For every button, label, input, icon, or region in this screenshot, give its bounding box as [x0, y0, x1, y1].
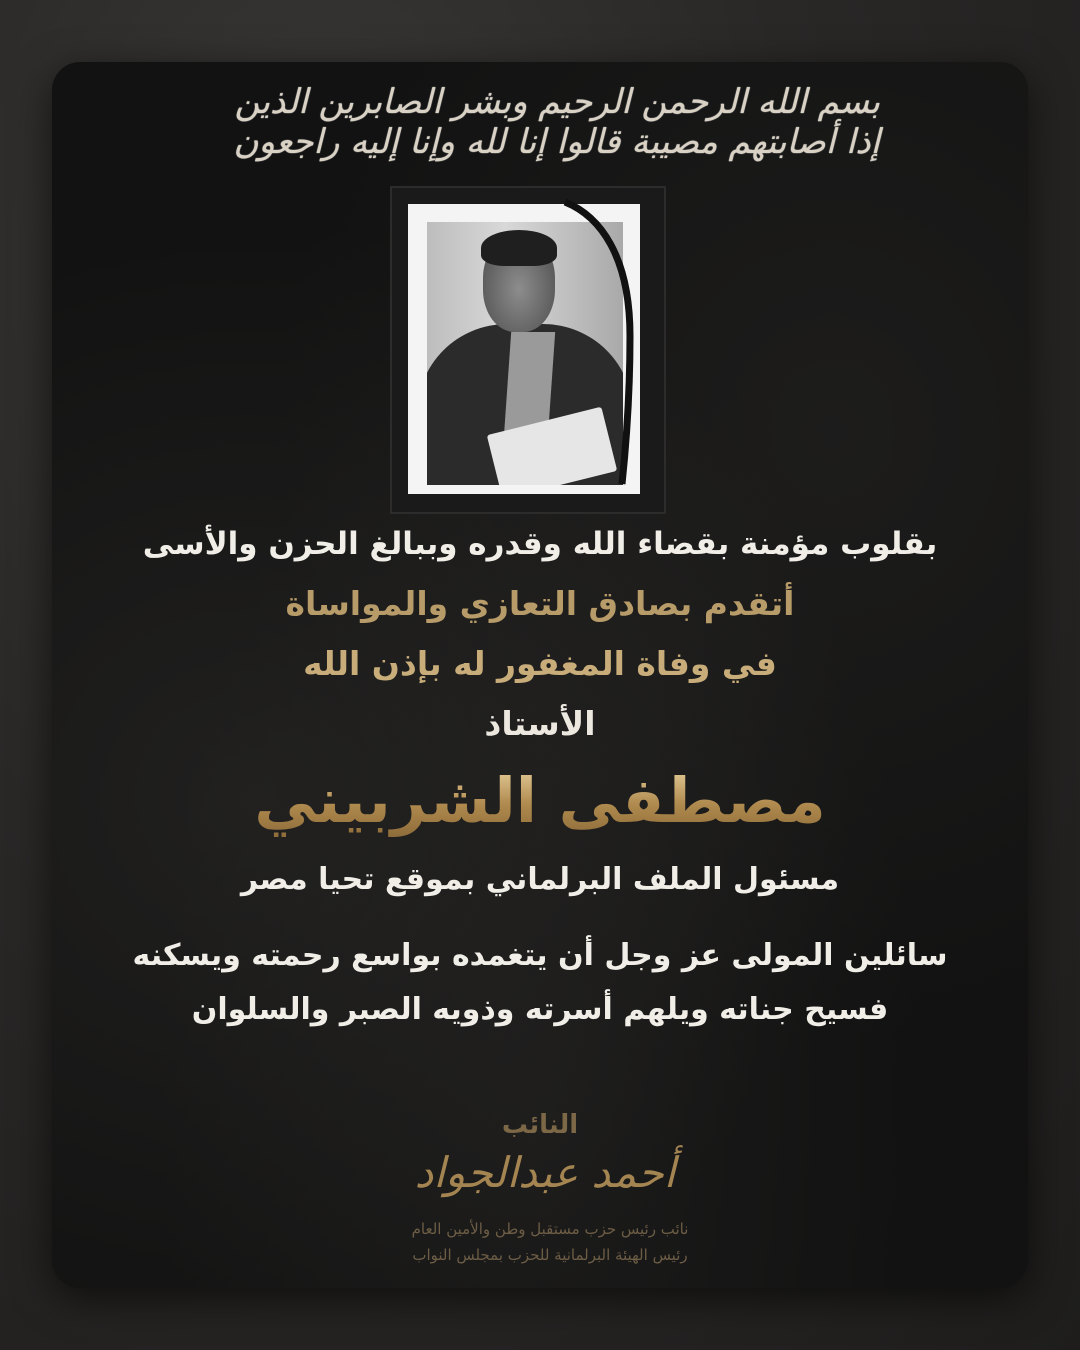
- honorific-title: الأستاذ: [484, 704, 596, 743]
- prayer-line-1: سائلين المولى عز وجل أن يتغمده بواسع رحمته ويسكنه: [132, 938, 948, 973]
- deceased-position: مسئول الملف البرلماني بموقع تحيا مصر: [240, 862, 840, 897]
- intro-text: بقلوب مؤمنة بقضاء الله وقدره وببالغ الحزن والأسى: [142, 526, 938, 562]
- portrait-photo: [427, 222, 623, 485]
- death-notice-text: في وفاة المغفور له بإذن الله: [303, 644, 777, 683]
- sender-detail-1: نائب رئيس حزب مستقبل وطن والأمين العام: [411, 1220, 689, 1238]
- quran-verse-calligraphy: بسم الله الرحمن الرحيم وبشر الصابرين الذين إذا أصابتهم مصيبة قالوا إنا لله وإنا إليه راجعون: [233, 82, 880, 162]
- sender-detail-2: رئيس الهيئة البرلمانية للحزب بمجلس النواب: [412, 1246, 688, 1264]
- prayer-line-2: فسيح جناته ويلهم أسرته وذويه الصبر والسلوان: [191, 992, 889, 1027]
- deceased-name: مصطفى الشربيني: [120, 764, 960, 837]
- condolence-text: أتقدم بصادق التعازي والمواساة: [285, 584, 795, 623]
- sender-role: النائب: [501, 1110, 579, 1140]
- sender-signature: أحمد عبدالجواد: [414, 1148, 676, 1197]
